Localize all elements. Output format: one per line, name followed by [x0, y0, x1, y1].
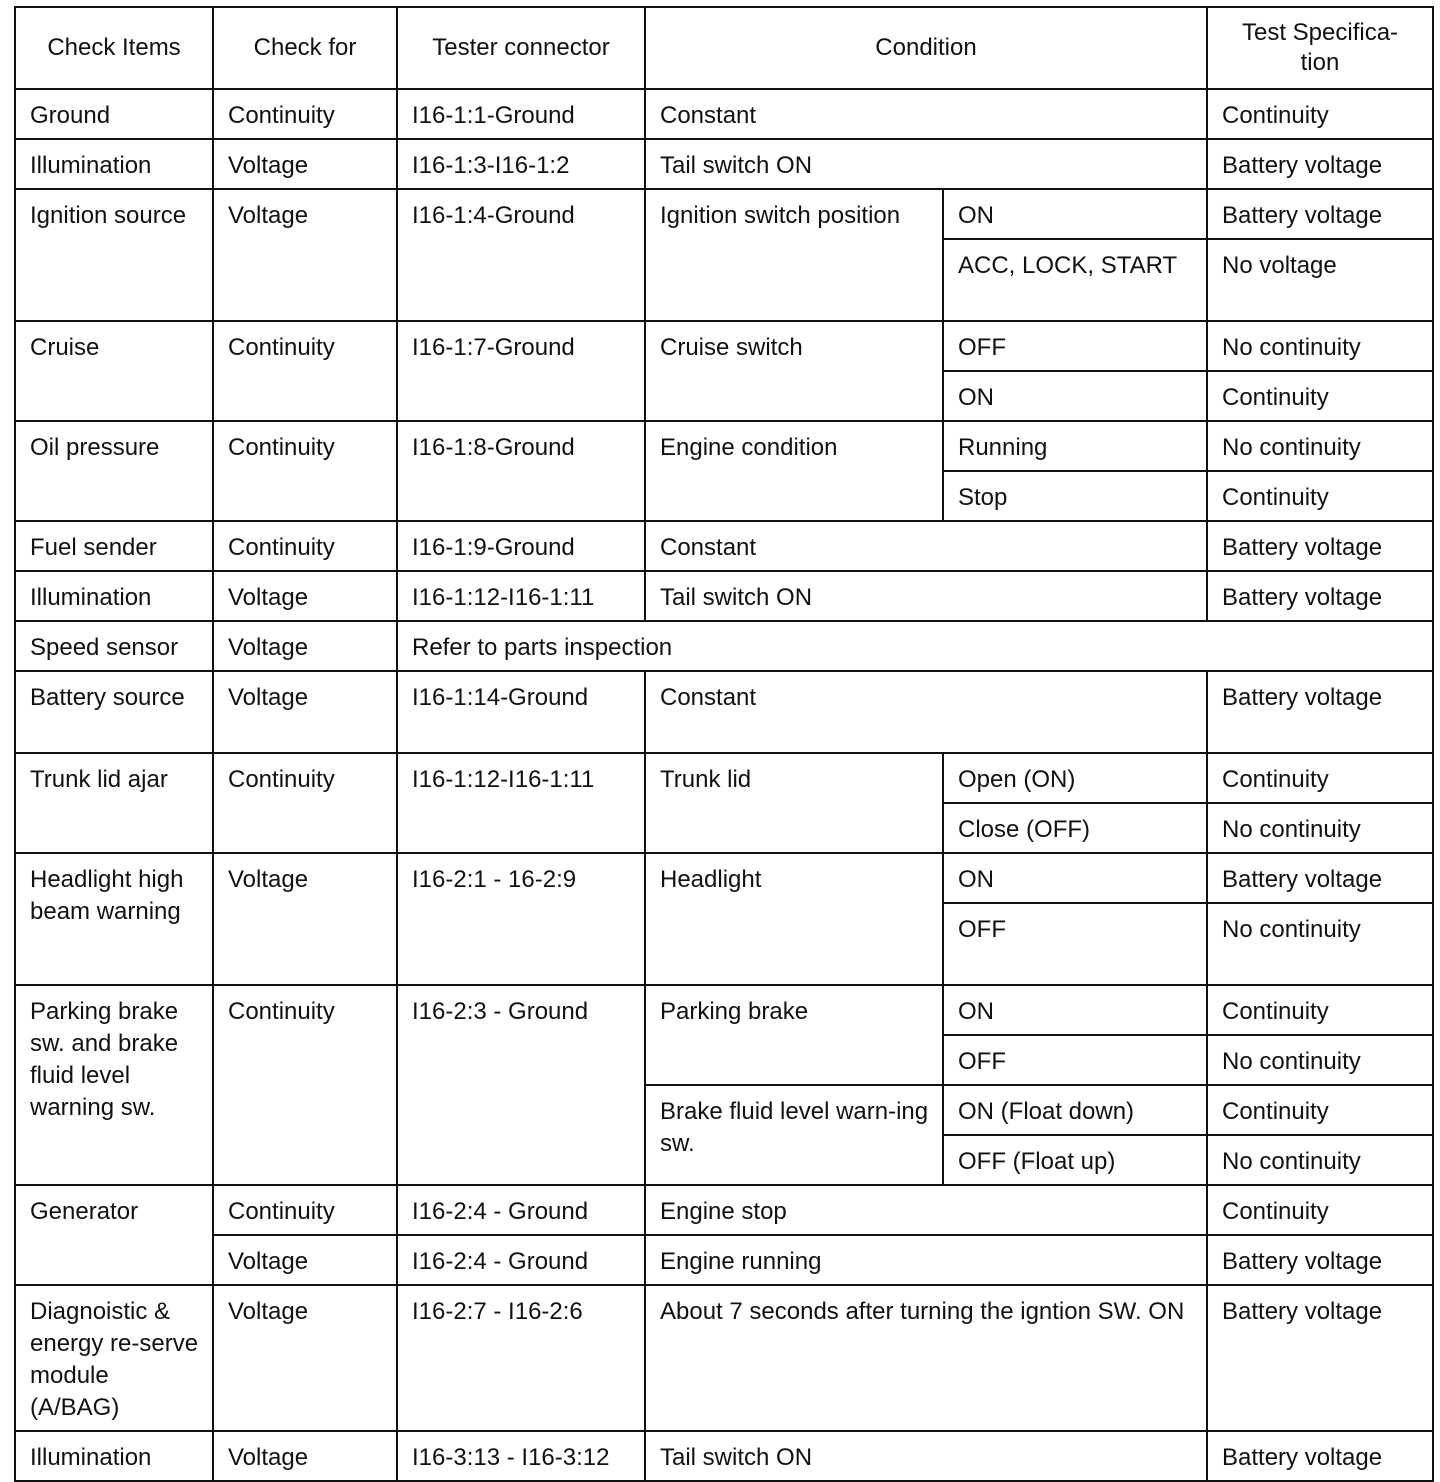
condition-state: OFF — [943, 903, 1207, 985]
tester-connector: I16-3:13 - I16-3:12 — [397, 1431, 645, 1481]
condition-state: ON — [943, 853, 1207, 903]
condition-state: Open (ON) — [943, 753, 1207, 803]
test-spec: No continuity — [1207, 1035, 1433, 1085]
condition-state: ON — [943, 189, 1207, 239]
table-row — [15, 1431, 1433, 1481]
condition: Engine stop — [645, 1185, 1207, 1235]
check-item: Parking brake sw. and brake fluid level warning sw. — [15, 985, 213, 1185]
check-for: Voltage — [213, 139, 397, 189]
condition: Tail switch ON — [645, 139, 1207, 189]
inspection-note: Refer to parts inspection — [397, 621, 1433, 671]
table-row — [15, 1235, 1433, 1285]
test-spec: Continuity — [1207, 753, 1433, 803]
test-spec: Battery voltage — [1207, 1235, 1433, 1285]
test-spec: No continuity — [1207, 1135, 1433, 1185]
condition: Engine condition — [645, 421, 943, 521]
test-spec: Battery voltage — [1207, 521, 1433, 571]
condition-state: ON (Float down) — [943, 1085, 1207, 1135]
header-tester-connector: Tester connector — [397, 7, 645, 89]
check-for: Voltage — [213, 571, 397, 621]
tester-connector: I16-2:4 - Ground — [397, 1235, 645, 1285]
header-check-items: Check Items — [15, 7, 213, 89]
table-row — [15, 853, 1433, 903]
check-for: Continuity — [213, 985, 397, 1185]
test-spec: Continuity — [1207, 985, 1433, 1035]
check-for: Continuity — [213, 753, 397, 853]
check-item: Ignition source — [15, 189, 213, 321]
table-row — [15, 321, 1433, 371]
tester-connector: I16-2:1 - 16-2:9 — [397, 853, 645, 985]
condition-state: OFF — [943, 321, 1207, 371]
check-item: Battery source — [15, 671, 213, 753]
check-for: Continuity — [213, 321, 397, 421]
check-item: Fuel sender — [15, 521, 213, 571]
test-spec: Battery voltage — [1207, 571, 1433, 621]
check-item: Oil pressure — [15, 421, 213, 521]
table-row — [15, 521, 1433, 571]
check-for: Voltage — [213, 853, 397, 985]
test-spec: Battery voltage — [1207, 139, 1433, 189]
condition-state: OFF (Float up) — [943, 1135, 1207, 1185]
condition-state: ACC, LOCK, START — [943, 239, 1207, 321]
check-item: Ground — [15, 89, 213, 139]
check-item: Diagnoistic & energy re-serve module (A/BAG) — [15, 1285, 213, 1431]
condition-state: OFF — [943, 1035, 1207, 1085]
check-item: Illumination — [15, 1431, 213, 1481]
check-for: Continuity — [213, 89, 397, 139]
test-spec: No continuity — [1207, 903, 1433, 985]
test-spec: Continuity — [1207, 371, 1433, 421]
test-spec: Continuity — [1207, 471, 1433, 521]
tester-connector: I16-1:12-I16-1:11 — [397, 753, 645, 853]
tester-connector: I16-1:7-Ground — [397, 321, 645, 421]
test-spec: Battery voltage — [1207, 1431, 1433, 1481]
check-item: Generator — [15, 1185, 213, 1285]
tester-connector: I16-1:4-Ground — [397, 189, 645, 321]
tester-connector: I16-1:9-Ground — [397, 521, 645, 571]
table-row — [15, 671, 1433, 753]
check-for: Continuity — [213, 1185, 397, 1235]
condition: Constant — [645, 671, 1207, 753]
condition: About 7 seconds after turning the igntion SW. ON — [645, 1285, 1207, 1431]
check-item: Speed sensor — [15, 621, 213, 671]
check-item: Illumination — [15, 139, 213, 189]
check-item: Trunk lid ajar — [15, 753, 213, 853]
test-spec: No continuity — [1207, 421, 1433, 471]
test-spec: Battery voltage — [1207, 671, 1433, 753]
check-item: Headlight high beam warning — [15, 853, 213, 985]
table-row — [15, 89, 1433, 139]
header-row — [15, 7, 1433, 89]
test-spec: Battery voltage — [1207, 853, 1433, 903]
table-row — [15, 1285, 1433, 1431]
tester-connector: I16-1:14-Ground — [397, 671, 645, 753]
tester-connector: I16-1:1-Ground — [397, 89, 645, 139]
check-item: Cruise — [15, 321, 213, 421]
table-row — [15, 421, 1433, 471]
condition: Tail switch ON — [645, 1431, 1207, 1481]
inspection-table — [14, 6, 1434, 1482]
table-row — [15, 753, 1433, 803]
condition-state: ON — [943, 371, 1207, 421]
tester-connector: I16-2:4 - Ground — [397, 1185, 645, 1235]
check-item: Illumination — [15, 571, 213, 621]
check-for: Continuity — [213, 521, 397, 571]
condition: Engine running — [645, 1235, 1207, 1285]
condition: Constant — [645, 89, 1207, 139]
test-spec: No continuity — [1207, 803, 1433, 853]
table-row — [15, 571, 1433, 621]
check-for: Voltage — [213, 1431, 397, 1481]
condition-state: Stop — [943, 471, 1207, 521]
header-check-for: Check for — [213, 7, 397, 89]
tester-connector: I16-1:12-I16-1:11 — [397, 571, 645, 621]
test-spec: Battery voltage — [1207, 1285, 1433, 1431]
tester-connector: I16-1:8-Ground — [397, 421, 645, 521]
condition-state: ON — [943, 985, 1207, 1035]
check-for: Voltage — [213, 671, 397, 753]
condition: Ignition switch position — [645, 189, 943, 321]
condition-state: Running — [943, 421, 1207, 471]
test-spec: Battery voltage — [1207, 189, 1433, 239]
condition: Parking brake — [645, 985, 943, 1085]
header-test-specification: Test Specifica- tion — [1207, 7, 1433, 89]
condition: Cruise switch — [645, 321, 943, 421]
condition-state: Close (OFF) — [943, 803, 1207, 853]
table-row — [15, 139, 1433, 189]
table-row — [15, 1185, 1433, 1235]
table-row — [15, 985, 1433, 1035]
check-for: Voltage — [213, 1285, 397, 1431]
table-row — [15, 189, 1433, 239]
check-for: Voltage — [213, 1235, 397, 1285]
tester-connector: I16-2:7 - I16-2:6 — [397, 1285, 645, 1431]
check-for: Voltage — [213, 621, 397, 671]
test-spec: Continuity — [1207, 89, 1433, 139]
test-spec: No continuity — [1207, 321, 1433, 371]
check-for: Voltage — [213, 189, 397, 321]
header-condition: Condition — [645, 7, 1207, 89]
condition: Constant — [645, 521, 1207, 571]
tester-connector: I16-1:3-I16-1:2 — [397, 139, 645, 189]
condition: Brake fluid level warn-ing sw. — [645, 1085, 943, 1185]
test-spec: No voltage — [1207, 239, 1433, 321]
check-for: Continuity — [213, 421, 397, 521]
tester-connector: I16-2:3 - Ground — [397, 985, 645, 1185]
test-spec: Continuity — [1207, 1185, 1433, 1235]
test-spec: Continuity — [1207, 1085, 1433, 1135]
table-row — [15, 621, 1433, 671]
condition: Trunk lid — [645, 753, 943, 853]
condition: Headlight — [645, 853, 943, 985]
condition: Tail switch ON — [645, 571, 1207, 621]
